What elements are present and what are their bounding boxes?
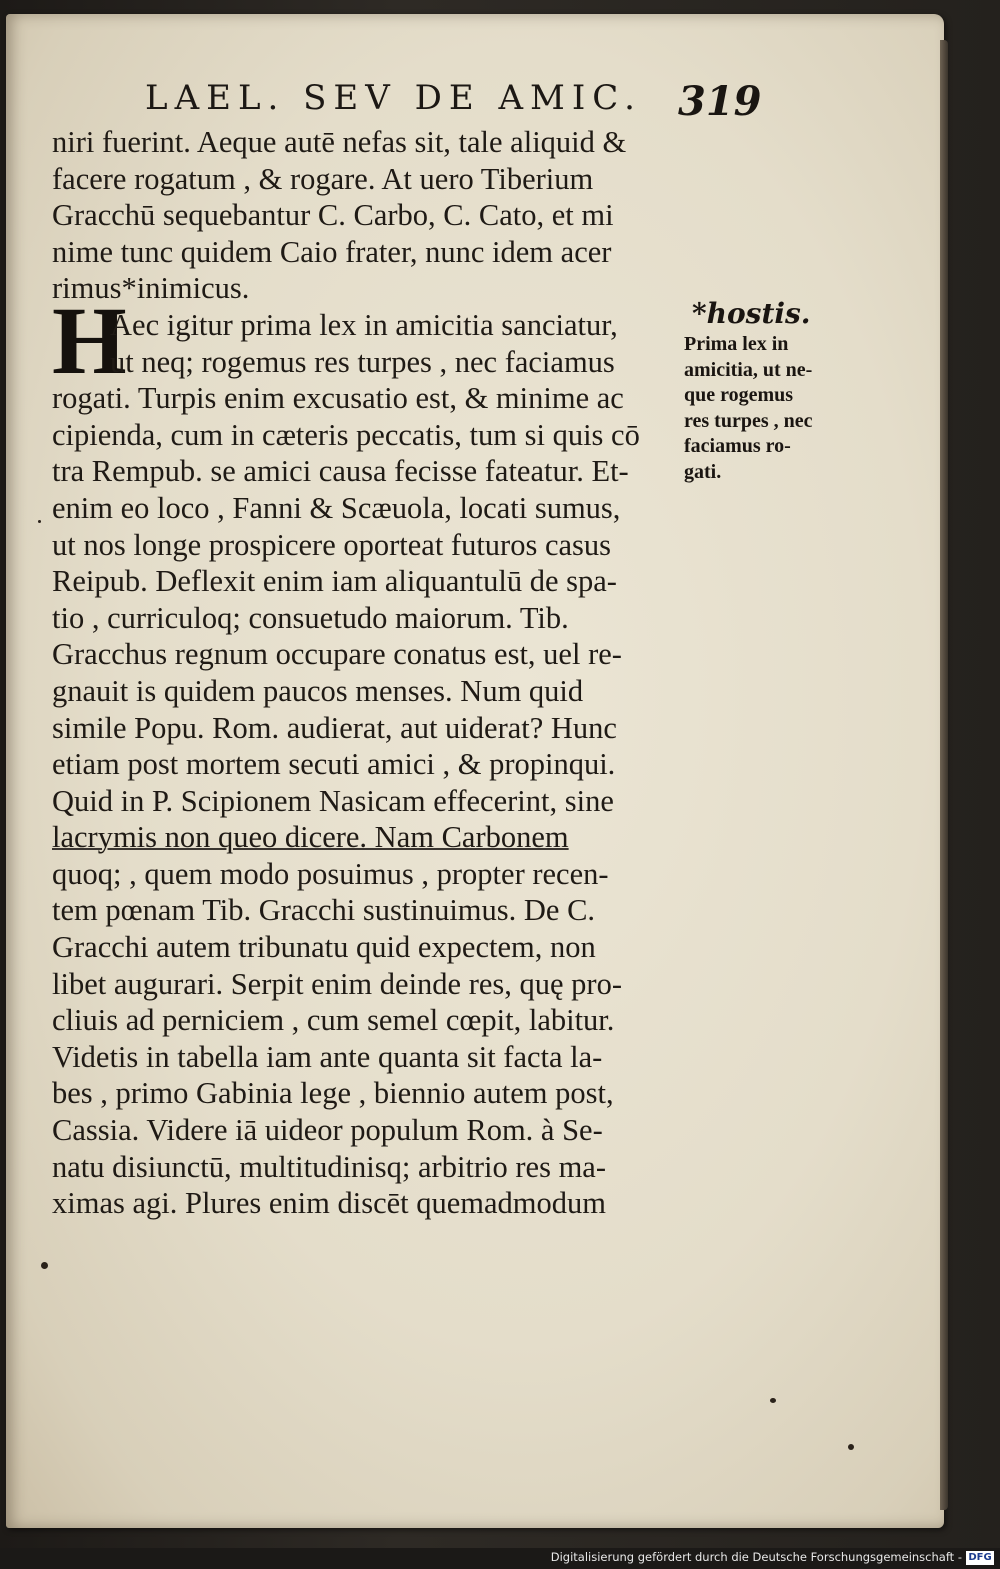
text-line: gnauit is quidem paucos menses. Num quid [52, 673, 584, 708]
manuscript-gloss: *hostis. [692, 297, 811, 330]
text-line: quoq; , quem modo posuimus , propter recen- [52, 856, 609, 891]
page-number: 319 [678, 78, 762, 125]
text-line: enim eo loco , Fanni & Scæuola, locati sumus, [52, 490, 621, 525]
text-line: natu disiunctū, multitudinisq; arbitrio res ma- [52, 1149, 607, 1184]
text-line: bes , primo Gabinia lege , biennio autem post, [52, 1076, 614, 1111]
ink-speck [41, 1262, 48, 1269]
ink-speck [848, 1444, 854, 1450]
text-line: nime tunc quidem Caio frater, nunc idem acer [52, 234, 612, 269]
text-line: niri fuerint. Aeque autē nefas sit, tale aliquid & [52, 125, 627, 159]
text-line: cliuis ad perniciem , cum semel cœpit, labitur. [52, 1003, 615, 1038]
text-line: tem pœnam Tib. Gracchi sustinuimus. De C. [52, 893, 596, 928]
text-line: ut nos longe prospicere oporteat futuros casus [52, 527, 612, 562]
funding-credit: Digitalisierung gefördert durch die Deutsche Forschungsgemeinschaft - [550, 1550, 962, 1564]
ink-speck [770, 1398, 776, 1403]
text-line: Quid in P. Scipionem Nasicam effecerint, sine [52, 783, 614, 818]
text-line: etiam post mortem secuti amici , & propinqui. [52, 747, 616, 782]
running-head: LAEL. SEV DE AMIC. [145, 78, 642, 118]
text-line: Gracchi autem tribunatu quid expectem, non [52, 930, 596, 965]
margin-notes [684, 296, 864, 485]
page-edge [940, 40, 948, 1510]
side-note-line: gati. [684, 460, 722, 483]
ink-speck [38, 520, 41, 523]
text-line: Cassia. Videre iā uideor populum Rom. à Se- [52, 1113, 603, 1148]
text-line: libet augurari. Serpit enim deinde res, quę pro- [52, 966, 622, 1001]
text-line: facere rogatum , & rogare. At uero Tiberium [52, 161, 594, 196]
drop-capital: H [52, 287, 127, 394]
dfg-logo: DFG [966, 1551, 994, 1565]
side-note-line: que rogemus [684, 384, 794, 406]
text-line: tra Rempub. se amici causa fecisse fateatur. Et- [52, 454, 629, 489]
text-line: simile Popu. Rom. audierat, aut uiderat? Hunc [52, 710, 617, 745]
text-line: rogati. Turpis enim excusatio est, & minime ac [52, 381, 624, 416]
body-text [52, 124, 692, 1222]
side-note-line: amicitia, ut ne- [684, 358, 813, 381]
text-line: Reipub. Deflexit enim iam aliquantulū de spa- [52, 564, 617, 599]
text-line: Videtis in tabella iam ante quanta sit facta la- [52, 1039, 603, 1074]
text-line: cipienda, cum in cæteris peccatis, tum si quis cō [52, 417, 640, 452]
side-note-line: Prima lex in [684, 333, 789, 355]
text-line: Aec igitur prima lex in amicitia sanciatur, [110, 307, 618, 342]
text-line: ximas agi. Plures enim discēt quemadmodum [52, 1186, 606, 1221]
text-line: Gracchū sequebantur C. Carbo, C. Cato, et mi [52, 198, 614, 233]
text-line: Gracchus regnum occupare conatus est, uel re- [52, 637, 622, 672]
text-line: ut neq; rogemus res turpes , nec faciamus [110, 344, 615, 379]
text-line: tio , curriculoq; consuetudo maiorum. Tib. [52, 600, 569, 635]
text-line-underlined: lacrymis non queo dicere. Nam Carbonem [52, 820, 569, 855]
side-note-line: res turpes , nec [684, 409, 813, 432]
text-line: rimus*inimicus. [52, 271, 250, 306]
side-note-line: faciamus ro- [684, 435, 791, 457]
